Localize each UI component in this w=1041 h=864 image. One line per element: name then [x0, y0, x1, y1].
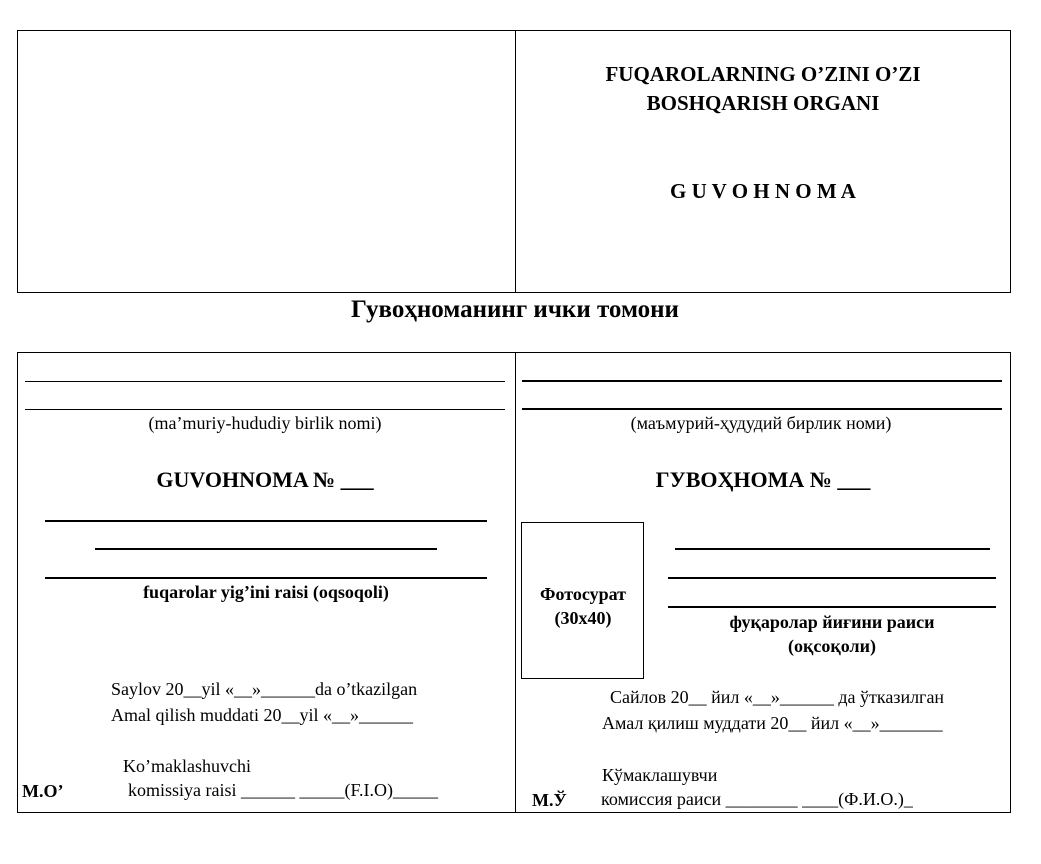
unit-name-line: [25, 409, 505, 410]
cover-title: G U V O H N O M A: [670, 179, 856, 203]
role-label: fuqarolar yig’ini raisi (oqsoqoli): [143, 582, 389, 602]
certificate-title: ГУВОҲНОМА № ___: [655, 467, 871, 492]
photo-size-label: (30x40): [554, 608, 612, 628]
seal-label: М.Ў: [532, 790, 567, 810]
cover-divider: [515, 30, 516, 293]
name-line: [668, 577, 996, 579]
role-label: фуқаролар йиғини раиси: [729, 612, 935, 632]
name-line: [95, 548, 437, 550]
cover-org-line1: FUQAROLARNING O’ZINI O’ZI: [605, 62, 921, 86]
commission-label: Кўмаклашувчи: [602, 765, 718, 785]
unit-name-line: [25, 381, 505, 382]
term-line: Амал қилиш муддати 20__ йил «__»_______: [602, 713, 943, 733]
seal-label: M.O’: [22, 781, 64, 801]
role-label-sub: (оқсоқоли): [788, 636, 876, 656]
name-line: [45, 520, 487, 522]
unit-name-line: [522, 408, 1002, 410]
election-line: Saylov 20__yil «__»______da o’tkazilgan: [111, 679, 418, 699]
election-line: Сайлов 20__ йил «__»______ да ўтказилган: [610, 687, 945, 707]
term-line: Amal qilish muddati 20__yil «__»______: [111, 705, 413, 725]
name-line: [675, 548, 990, 550]
name-line: [45, 577, 487, 579]
cover-org-line2: BOSHQARISH ORGANI: [646, 91, 880, 115]
inner-side-heading: Гувоҳноманинг ички томони: [351, 296, 679, 323]
inner-divider: [515, 352, 516, 813]
name-line: [668, 606, 996, 608]
commission-signature-line: komissiya raisi ______ _____(F.I.O)_____: [128, 780, 439, 800]
unit-name-line: [522, 380, 1002, 382]
commission-label: Ko’maklashuvchi: [123, 756, 251, 776]
unit-caption: (ma’muriy-hududiy birlik nomi): [148, 413, 382, 433]
certificate-title: GUVOHNOMA № ___: [156, 467, 374, 492]
commission-signature-line: комиссия раиси ________ ____(Ф.И.О.)_: [601, 789, 913, 809]
photo-label: Фотосурат: [540, 584, 626, 604]
unit-caption: (маъмурий-ҳудудий бирлик номи): [630, 413, 892, 433]
